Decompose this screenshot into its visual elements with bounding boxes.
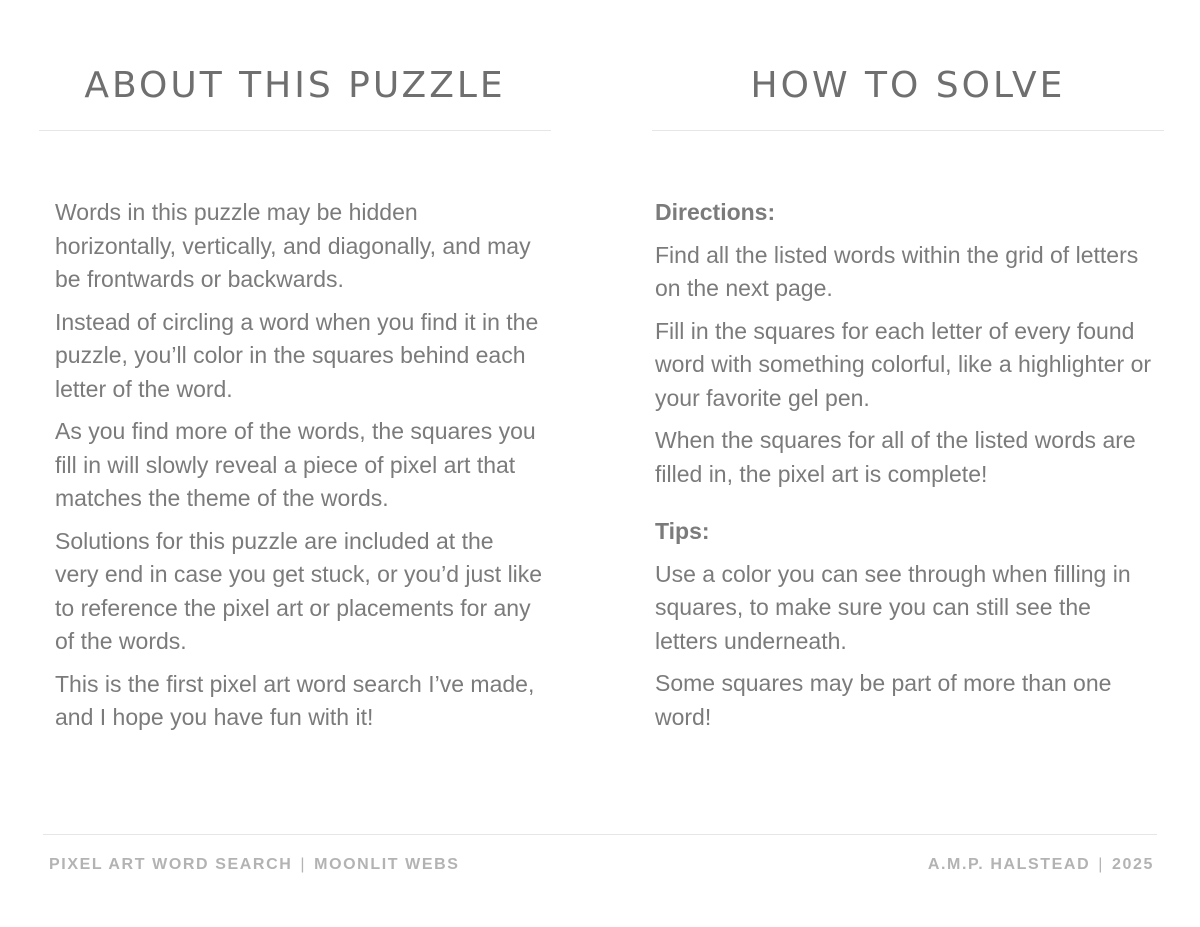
about-paragraph: Solutions for this puzzle are included at the very end in case you get stuck, or you’d just like to reference the pixel art or placements for any of the words. xyxy=(55,527,543,654)
about-paragraph: This is the first pixel art word search I’ve made, and I hope you have fun with it! xyxy=(55,670,535,730)
footer-divider xyxy=(43,834,1157,835)
about-paragraph: Words in this puzzle may be hidden horizontally, vertically, and diagonally, and may be frontwards or backwards. xyxy=(55,199,531,292)
footer-book-info xyxy=(49,855,460,875)
about-paragraph: As you find more of the words, the squares you fill in will slowly reveal a piece of pixel art that matches the theme of the words. xyxy=(55,418,536,511)
footer-year: 2025 xyxy=(1112,856,1154,873)
about-paragraph: Instead of circling a word when you find it in the puzzle, you’ll color in the squares behind each letter of the word. xyxy=(55,308,539,402)
howto-body xyxy=(655,196,1155,743)
tips-label: Tips: xyxy=(655,518,710,544)
footer-book-title: PIXEL ART WORD SEARCH xyxy=(49,856,293,873)
howto-heading-divider xyxy=(652,130,1164,131)
about-body xyxy=(55,196,543,744)
directions-paragraph: When the squares for all of the listed words are filled in, the pixel art is complete! xyxy=(655,427,1136,487)
howto-heading: HOW TO SOLVE xyxy=(750,65,1066,106)
directions-label: Directions: xyxy=(655,199,776,225)
about-heading: ABOUT THIS PUZZLE xyxy=(84,65,506,106)
footer-author-info xyxy=(928,855,1154,875)
footer-separator: | xyxy=(1098,856,1104,873)
tips-paragraph: Some squares may be part of more than one word! xyxy=(655,670,1112,730)
tips-paragraph: Use a color you can see through when filling in squares, to make sure you can still see the letters underneath. xyxy=(655,560,1131,654)
about-heading-divider xyxy=(39,130,551,131)
footer-puzzle-name: MOONLIT WEBS xyxy=(314,856,460,873)
footer-author: A.M.P. HALSTEAD xyxy=(927,856,1091,873)
footer-separator: | xyxy=(300,856,307,873)
directions-paragraph: Find all the listed words within the grid of letters on the next page. xyxy=(655,241,1139,301)
section-spacer xyxy=(655,500,1155,515)
directions-paragraph: Fill in the squares for each letter of every found word with something colorful, like a highlighter or your favorite gel pen. xyxy=(655,317,1152,411)
